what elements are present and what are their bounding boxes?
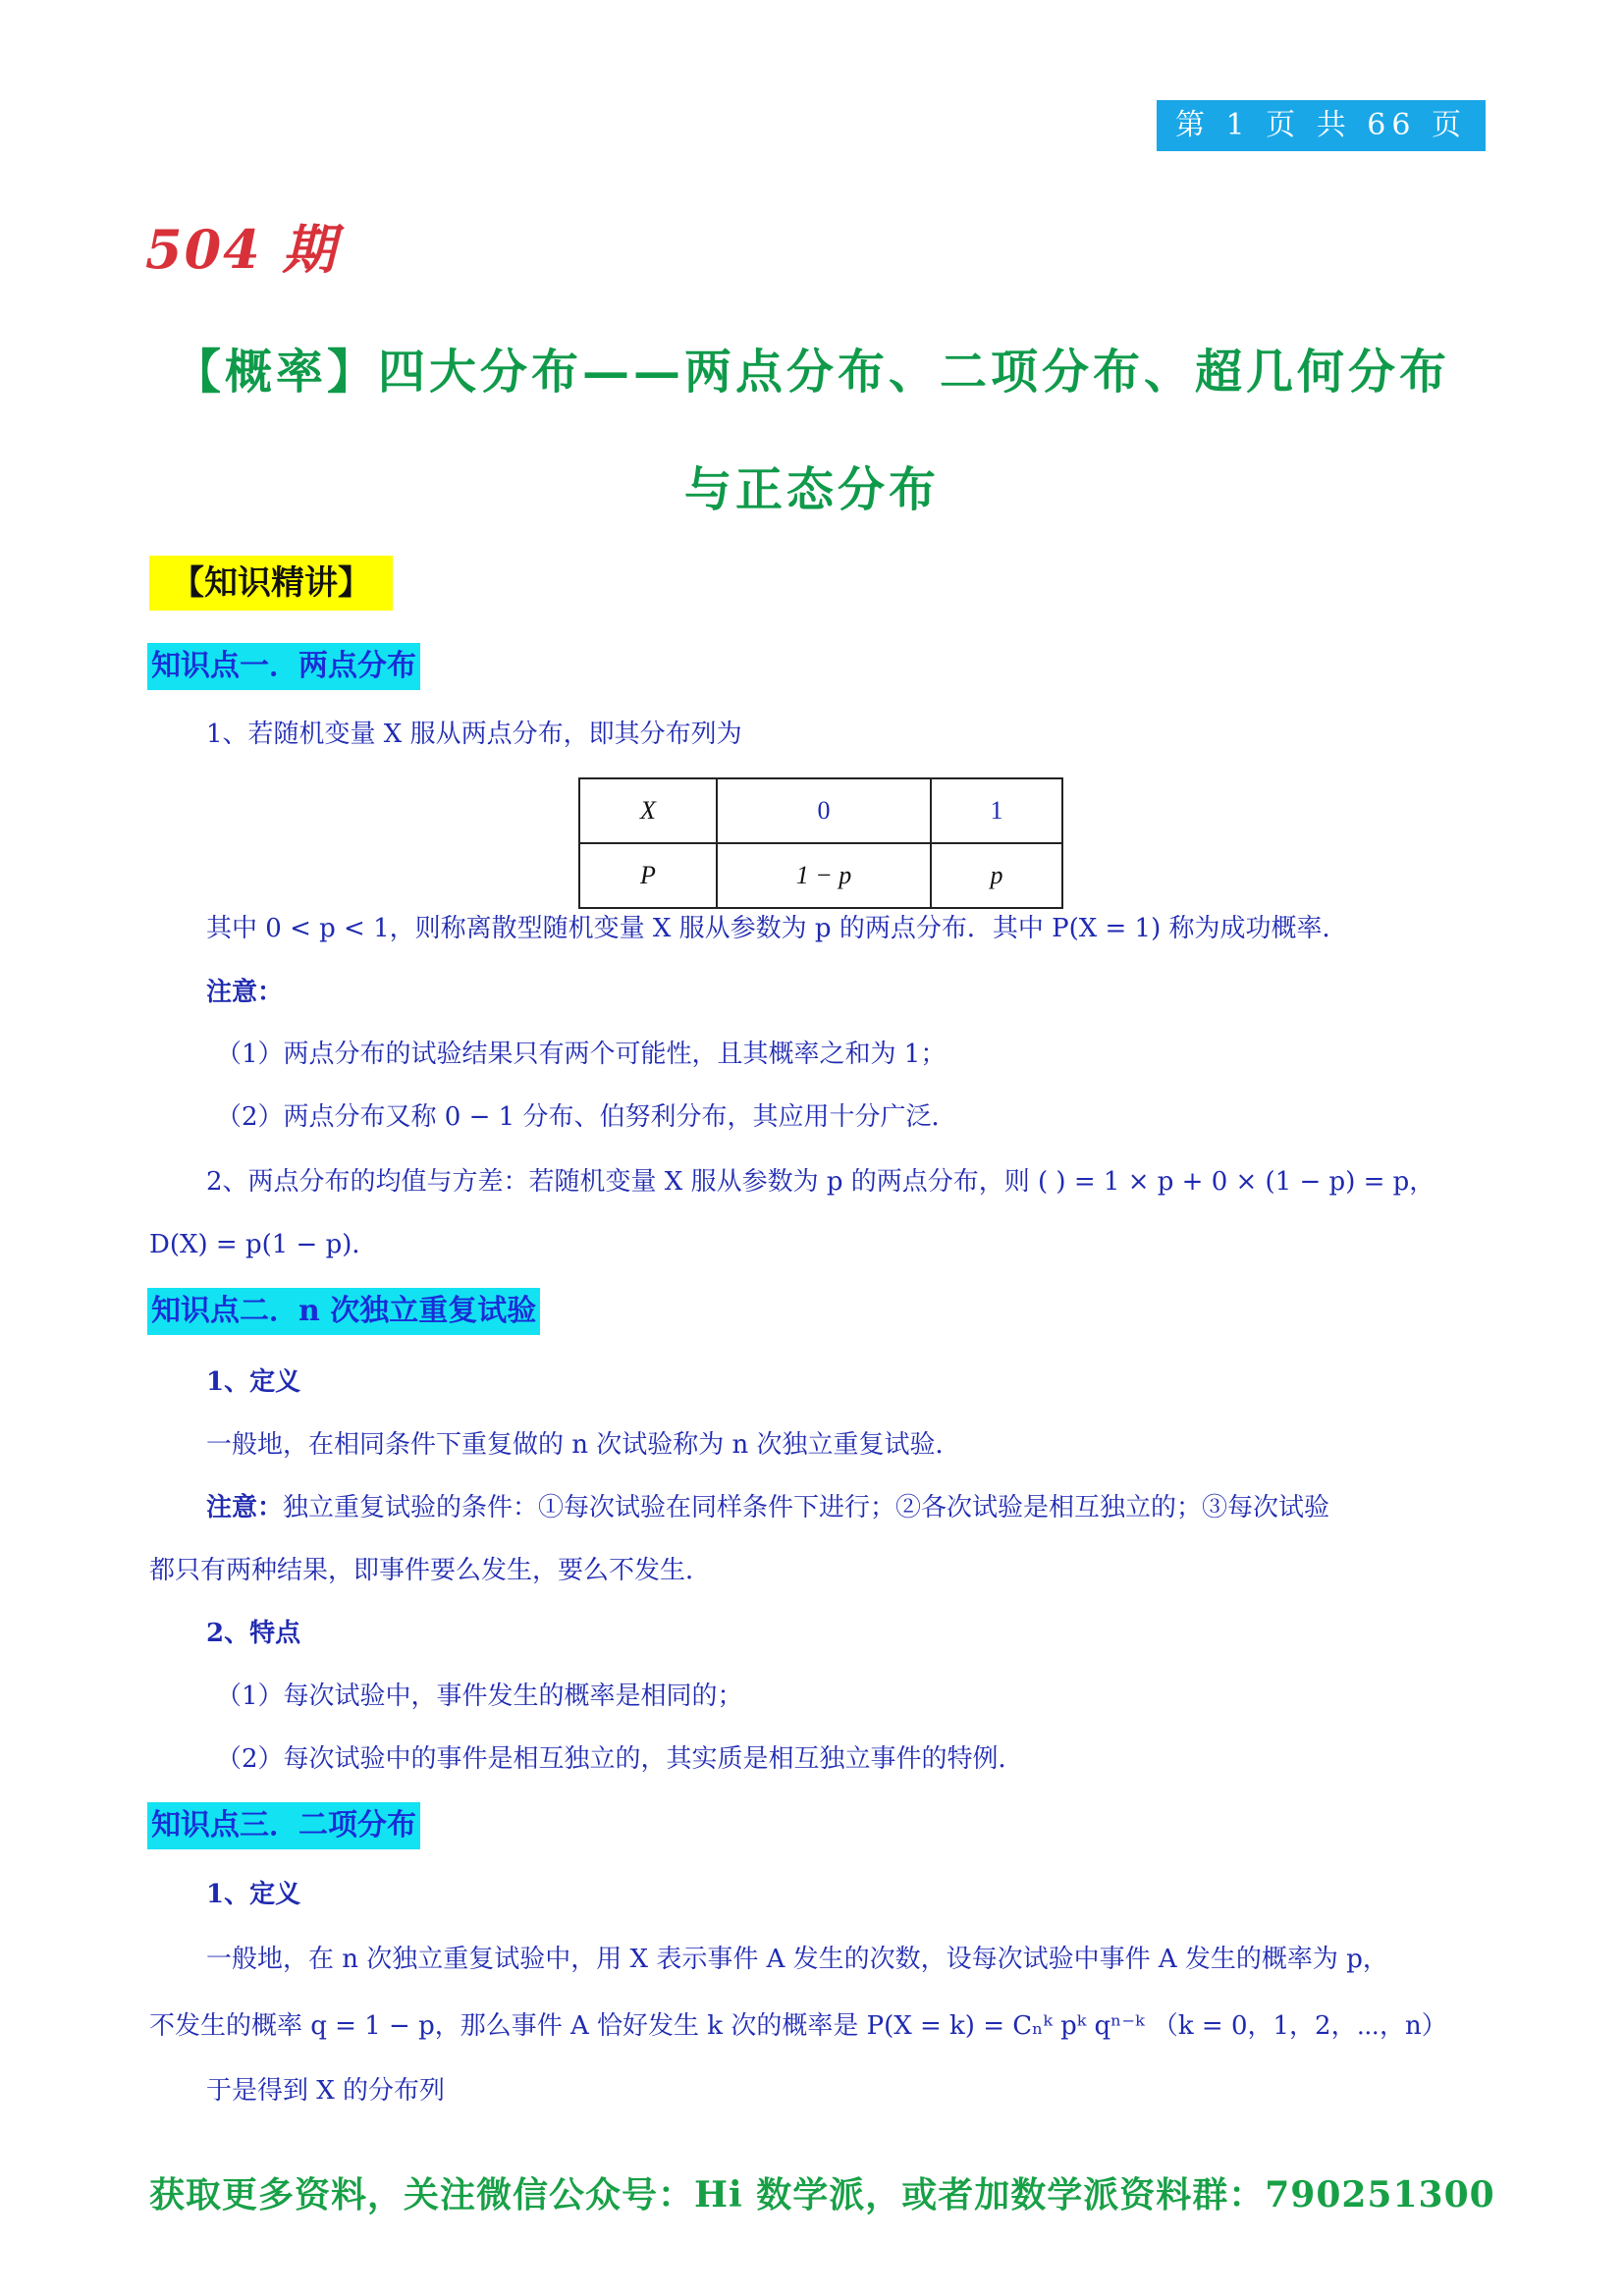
kp1-definition: 其中 0 < p < 1，则称离散型随机变量 X 服从参数为 p 的两点分布．其中 P(X = 1) 称为成功概率． bbox=[206, 914, 1348, 943]
kp3-def-label: 1、定义 bbox=[206, 1880, 301, 1909]
document-title-line2: 与正态分布 bbox=[683, 462, 940, 517]
kp2-note bbox=[206, 1490, 1329, 1525]
kp3-line-2: 不发生的概率 q = 1 − p，那么事件 A 恰好发生 k 次的概率是 P(X = k) = Cₙᵏ pᵏ qⁿ⁻ᵏ （k = 0，1，2，⋯，n） bbox=[149, 2011, 1447, 2041]
page-number-badge: 第 1 页 共 66 页 bbox=[1157, 100, 1486, 151]
kp2-note-label: 注意： bbox=[206, 1493, 284, 1522]
kp2-def-text: 一般地，在相同条件下重复做的 n 次试验称为 n 次独立重复试验． bbox=[206, 1430, 961, 1460]
kp1-note-2: （2）两点分布又称 0 − 1 分布、伯努利分布，其应用十分广泛． bbox=[216, 1102, 957, 1132]
kp1-note-label: 注意： bbox=[206, 978, 284, 1007]
table-cell: P bbox=[579, 843, 717, 908]
kp2-note-text: 独立重复试验的条件：①每次试验在同样条件下进行；②各次试验是相互独立的；③每次试验 bbox=[283, 1493, 1330, 1522]
footer-promo: 获取更多资料，关注微信公众号：Hi 数学派，或者加数学派资料群：790251300 bbox=[149, 2174, 1495, 2216]
document-title-line1: 【概率】四大分布——两点分布、二项分布、超几何分布 bbox=[173, 345, 1450, 400]
kp1-intro: 1、若随机变量 X 服从两点分布，即其分布列为 bbox=[206, 720, 742, 749]
kp2-feature-label: 2、特点 bbox=[206, 1619, 301, 1648]
table-cell: 1 − p bbox=[717, 843, 931, 908]
kp1-variance-formula: D(X) = p(1 − p)． bbox=[149, 1230, 378, 1259]
table-cell: p bbox=[931, 843, 1062, 908]
kp2-note-continued: 都只有两种结果，即事件要么发生，要么不发生． bbox=[149, 1556, 712, 1585]
kp1-note-1: （1）两点分布的试验结果只有两个可能性，且其概率之和为 1； bbox=[216, 1040, 947, 1069]
kp3-line-3: 于是得到 X 的分布列 bbox=[206, 2076, 446, 2106]
section-banner: 【知识精讲】 bbox=[149, 556, 393, 611]
kp2-feature-1: （1）每次试验中，事件发生的概率是相同的； bbox=[216, 1682, 743, 1711]
kp1-mean-variance: 2、两点分布的均值与方差：若随机变量 X 服从参数为 p 的两点分布，则 ( ) = 1 × p + 0 × (1 − p) = p， bbox=[206, 1167, 1435, 1197]
kp3-heading: 知识点三．二项分布 bbox=[147, 1802, 420, 1849]
kp2-def-label: 1、定义 bbox=[206, 1367, 301, 1397]
table-row bbox=[579, 778, 1062, 843]
table-cell: 0 bbox=[717, 778, 931, 843]
kp2-feature-2: （2）每次试验中的事件是相互独立的，其实质是相互独立事件的特例． bbox=[216, 1744, 1024, 1774]
kp1-heading: 知识点一．两点分布 bbox=[147, 643, 420, 690]
table-cell: X bbox=[579, 778, 717, 843]
kp2-heading: 知识点二．n 次独立重复试验 bbox=[147, 1288, 540, 1335]
table-cell: 1 bbox=[931, 778, 1062, 843]
kp3-line-1: 一般地，在 n 次独立重复试验中，用 X 表示事件 A 发生的次数，设每次试验中事件 A 发生的概率为 p， bbox=[206, 1945, 1388, 1974]
two-point-distribution-table bbox=[578, 777, 1063, 909]
table-row bbox=[579, 843, 1062, 908]
issue-number: 504 期 bbox=[145, 218, 338, 281]
